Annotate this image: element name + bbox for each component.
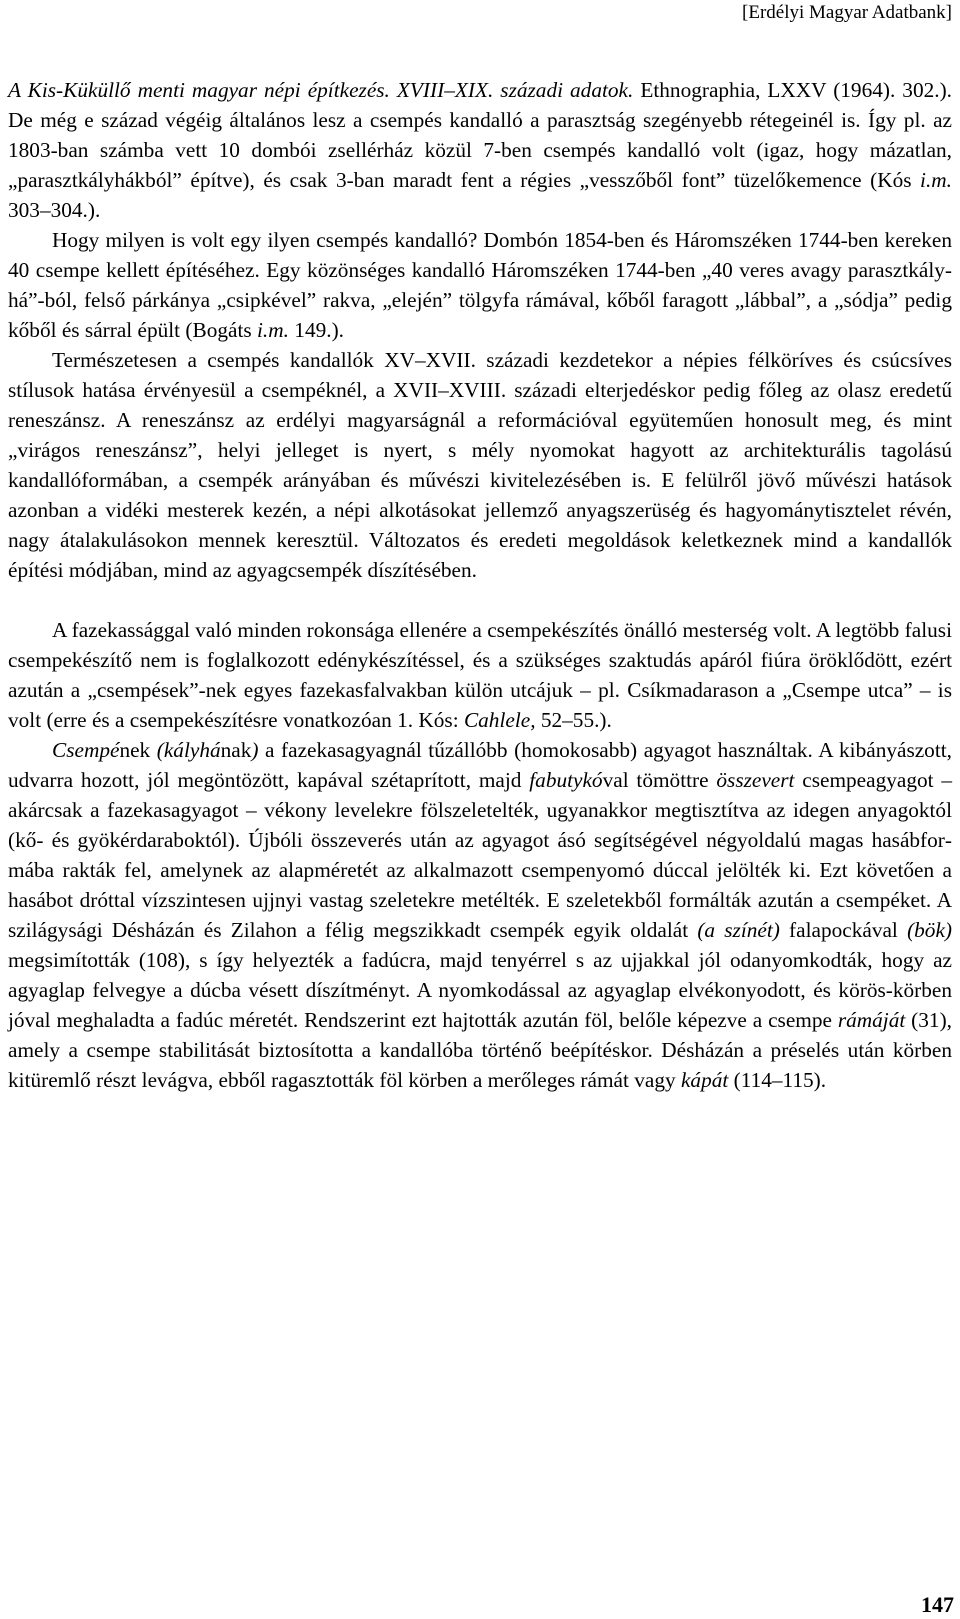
source-header: [Erdélyi Magyar Adatbank] <box>742 2 952 23</box>
paragraph-5: Csempének (kályhának) a fazekasagyagnál tűzállóbb (homokosabb) agyagot használtak. A kibányászott, udvarra hozott, jól megöntözött, kapával szétaprított, majd fabutykóval tömöttre összevert csempeagyagot – akárcsak a fazekasagyagot – vékony levelekre fölszeletelték, ugyanakkor megtisztítva az idegen anyagoktól (kő- és gyökérdaraboktól). Újbóli összeverés után az agyagot ásó segítségével négyoldalú magas hasábformába rakták fel, amelynek az alapméretét az alkalmazott csempenyomó dúccal jelölték ki. Ezt követően a hasábot dróttal vízszintesen ujjnyi vastag szeletekre metélték. E szeletekből formálták azután a csempéket. A szilágysági Désházán és Zilahon a félig megszikkadt csempék egyik oldalát (a színét) falapockával (bök) megsimították (108), s így helyezték a fadúcra, majd tenyérrel s az ujjakkal jól odanyomkodták, hogy az agyaglap felvegye a dúcba vésett díszítményt. A nyomkodással az agyaglap elvékonyodott, és körös-körben jóval meghaladta a fadúc méretét. Rendszerint ezt hajtották azután föl, belőle képezve a csempe rámáját (31), amely a csempe stabilitását biztosította a kandallóba történő beépítéskor. Désházán a préselés után körben kitüremlő részt levágva, ebből ragasztották föl körben a merőleges rámát vagy kápát (114–115). <box>8 738 953 1092</box>
paragraph-4: A fazekassággal való minden rokonsága ellenére a csempekészítés önálló mesterség volt. A legtöbb falusi csempekészítő nem is foglalkozott edénykészítéssel, és a szükséges szaktudás apáról fiúra öröklődött, ezért azután a „csempések”-nek egyes fazekasfalvakban külön utcájuk – pl. Csíkmadarason a „Csempe utca” – is volt (erre és a csempekészítésre vonatkozóan 1. Kós: Cahlele, 52–55.). <box>8 618 952 732</box>
paragraph-1: A Kis-Küküllő menti magyar népi építkezés. XVIII–XIX. századi adatok. Ethnographia, LXXV (1964). 302.). De még e század végéig általános lesz a csempés kandalló a parasztság szegényebb rétegeinél is. Így pl. az 1803-ban számba vett 10 dombói zsellérház közül 7-ben csempés kandalló volt (igaz, hogy mázatlan, „parasztkályhákból” építve), és csak 3-ban maradt fent a régies „vesszőből font” tüzelőkemence (Kós i.m. 303–304.). <box>8 78 952 222</box>
paragraph-2: Hogy milyen is volt egy ilyen csempés kandalló? Dombón 1854-ben és Háromszéken 1744-ben kereken 40 csempe kellett építéséhez. Egy közönséges kandalló Háromszéken 1744-ben „40 veres avagy parasztkályhá”-ból, felső párkánya „csipkével” rakva, „elején” tölgyfa rámával, kőből faragott „lábbal”, a „sódja” pedig kőből és sárral épült (Bogáts i.m. 149.). <box>8 228 952 342</box>
page-number: 147 <box>921 1592 954 1617</box>
paragraph-3: Természetesen a csempés kandallók XV–XVII. századi kezdetekor a népies félköríves és csúcsíves stílusok hatása érvényesül a csempéknél, a XVII–XVIII. századi elterjedéskor pedig főleg az olasz eredetű reneszánsz. A reneszánsz az erdélyi magyarságnál a reformációval együteműen honosult meg, és mint „virágos reneszánsz”, helyi jelleget is nyert, s mély nyomokat hagyott az architekturális tagolású kandallóformában, a csempék arányában és művészi kivitelezésében is. E felülről jövő művészi hatások azonban a vidéki mesterek kezén, a népi alkotásokat jellemző anyagszerüség és hagyománytisztelet révén, nagy átalakulásokon mennek keresztül. Változatos és eredeti megoldások keletkeznek mind a kandallók építési módjában, mind az agyagcsempék díszítésében. <box>8 348 952 582</box>
citation-title: A Kis-Küküllő menti magyar népi építkezés. XVIII–XIX. századi adatok. <box>8 78 634 102</box>
document-body <box>8 75 952 1095</box>
